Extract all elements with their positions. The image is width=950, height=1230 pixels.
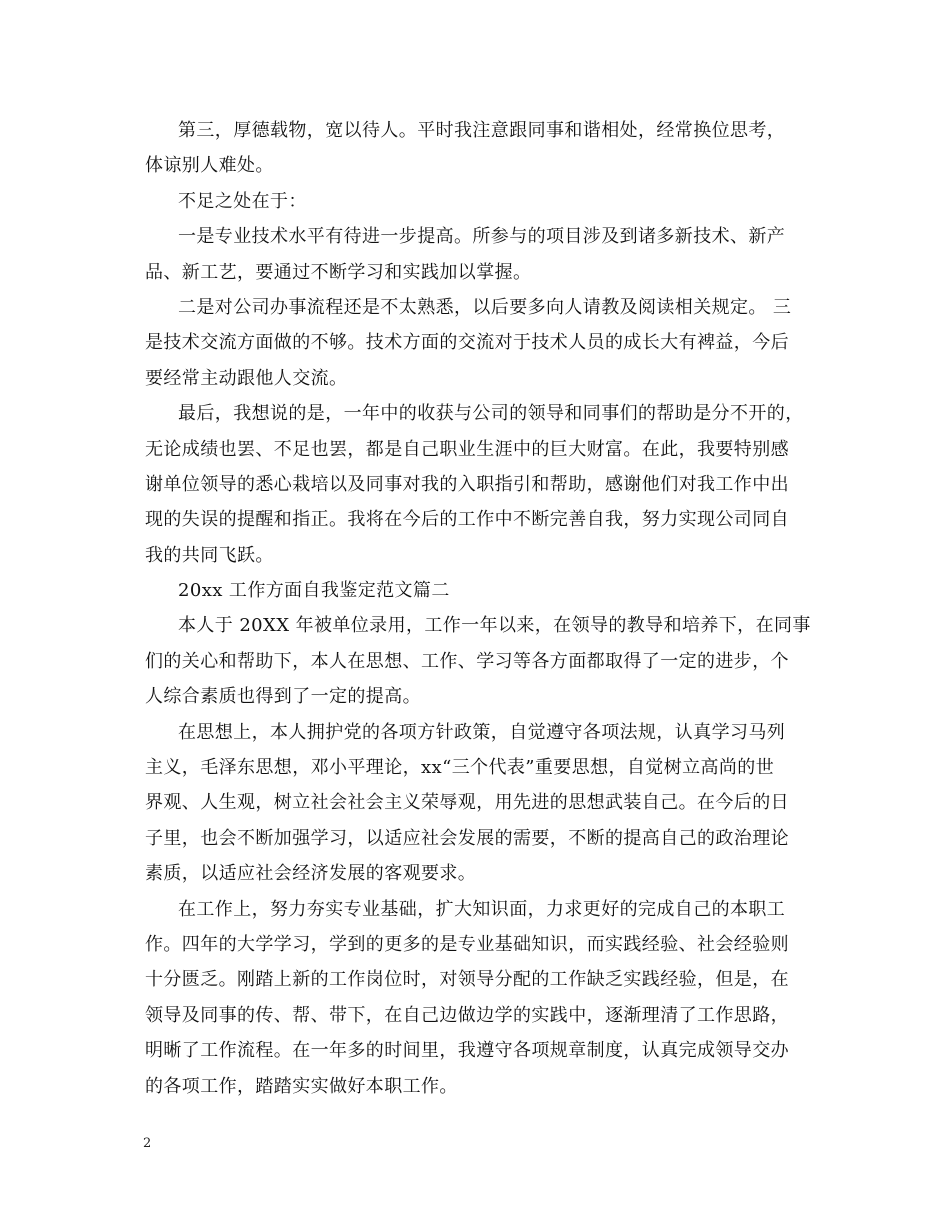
text-line: 本人于 20XX 年被单位录用，工作一年以来，在领导的教导和培养下，在同事 [178, 615, 811, 637]
section-heading: 20xx 工作方面自我鉴定范文篇二 [178, 580, 450, 602]
text-line: 一是专业技术水平有待进一步提高。所参与的项目涉及到诸多新技术、新产 [178, 226, 786, 248]
text-line: 作。四年的大学学习，学到的更多的是专业基础知识，而实践经验、社会经验则 [145, 933, 789, 955]
text-line: 现的失误的提醒和指正。我将在今后的工作中不断完善自我，努力实现公司同自 [145, 509, 789, 531]
document-body [145, 113, 813, 1104]
text-line: 主义，毛泽东思想，邓小平理论，xx“三个代表”重要思想，自觉树立高尚的世 [145, 757, 775, 779]
text-line: 二是对公司办事流程还是不太熟悉，以后要多向人请教及阅读相关规定。 三 [178, 296, 792, 318]
text-line: 十分匮乏。刚踏上新的工作岗位时，对领导分配的工作缺乏实践经验，但是，在 [145, 969, 789, 991]
text-line: 在工作上，努力夯实专业基础，扩大知识面，力求更好的完成自己的本职工 [178, 898, 786, 920]
text-line: 谢单位领导的悉心栽培以及同事对我的入职指引和帮助，感谢他们对我工作中出 [145, 473, 789, 495]
text-line: 我的共同飞跃。 [145, 544, 274, 566]
text-line: 无论成绩也罢、不足也罢，都是自己职业生涯中的巨大财富。在此，我要特别感 [145, 438, 789, 460]
page-number: 2 [143, 1136, 152, 1151]
text-line: 们的关心和帮助下，本人在思想、工作、学习等各方面都取得了一定的进步，个 [145, 650, 789, 672]
text-line: 的各项工作，踏踏实实做好本职工作。 [145, 1075, 458, 1097]
text-line: 最后，我想说的是，一年中的收获与公司的领导和同事们的帮助是分不开的， [178, 403, 804, 425]
text-line: 界观、人生观，树立社会社会主义荣辱观，用先进的思想武装自己。在今后的日 [145, 792, 789, 814]
text-line: 体谅别人难处。 [145, 155, 274, 177]
text-line: 人综合素质也得到了一定的提高。 [145, 686, 421, 708]
text-line: 在思想上，本人拥护党的各项方针政策，自觉遵守各项法规，认真学习马列 [178, 721, 786, 743]
text-line: 素质，以适应社会经济发展的客观要求。 [145, 863, 477, 885]
text-line: 是技术交流方面做的不够。技术方面的交流对于技术人员的成长大有裨益，今后 [145, 332, 789, 354]
text-line: 子里，也会不断加强学习，以适应社会发展的需要，不断的提高自己的政治理论 [145, 827, 789, 849]
text-line: 第三，厚德载物，宽以待人。平时我注意跟同事和谐相处，经常换位思考， [178, 120, 786, 141]
text-line: 不足之处在于： [178, 190, 307, 212]
text-line: 要经常主动跟他人交流。 [145, 367, 348, 389]
text-line: 明晰了工作流程。在一年多的时间里，我遵守各项规章制度，认真完成领导交办 [145, 1040, 789, 1062]
text-line: 品、新工艺，要通过不断学习和实践加以掌握。 [145, 261, 532, 283]
text-line: 领导及同事的传、帮、带下，在自己边做边学的实践中，逐渐理清了工作思路， [145, 1004, 789, 1026]
